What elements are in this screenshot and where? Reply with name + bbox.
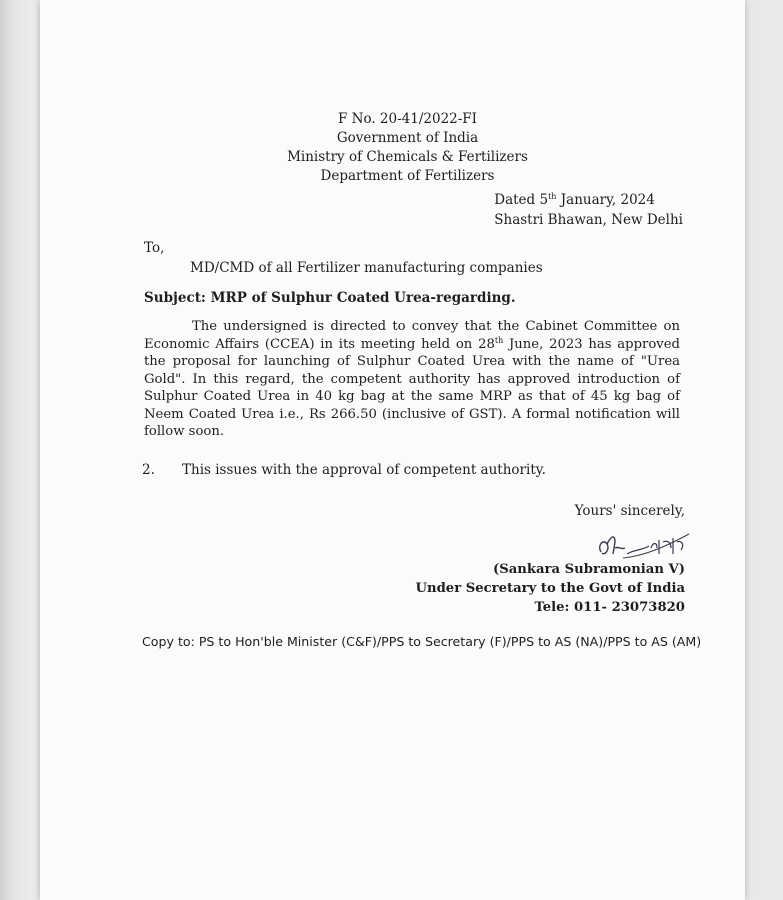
para2-number: 2. [142,462,155,478]
salutation-to: To, [144,240,165,256]
para2-text: This issues with the approval of competent authority. [182,462,546,478]
file-number: F No. 20-41/2022-FI [337,111,478,127]
letter-place: Shastri Bhawan, New Delhi [494,212,683,228]
date-prefix: Dated 5 [494,192,549,208]
date-place-block [494,187,683,230]
subject-line: Subject: MRP of Sulphur Coated Urea-regarding. [144,290,516,306]
addressee: MD/CMD of all Fertilizer manufacturing companies [190,260,543,276]
date-suffix-sup: th [548,192,557,201]
handwritten-signature [593,528,693,564]
para1-part-a: The undersigned is directed to convey that the Cabinet Committee on Economic Affairs (CCEA) in its meeting held on 28 [144,319,680,352]
body-paragraph-2 [142,462,546,478]
letter-header [40,110,745,186]
closing-line: Yours' sincerely, [574,503,685,519]
ministry-name: Ministry of Chemicals & Fertilizers [287,149,528,165]
signer-telephone: Tele: 011- 23073820 [534,600,685,615]
department-name: Department of Fertilizers [320,168,495,184]
signer-name: (Sankara Subramonian V) [492,562,685,577]
signer-block [416,560,686,617]
government-name: Government of India [336,130,479,146]
para1-sup: th [494,335,504,345]
para1-part-b: June, 2023 has approved the proposal for launching of Sulphur Coated Urea with the name of "Urea Gold". In this regard, the competent authority has approved introduction of Sulphur Coated Urea in 40 kg bag at the same MRP as that of 45 kg bag of Neem Coated Urea i.e., Rs 266.50 (inclusive of GST). A formal notification will follow soon. [144,336,680,439]
letter-sheet [40,0,745,900]
signer-designation: Under Secretary to the Govt of India [415,581,685,596]
date-rest: January, 2024 [556,192,655,208]
copy-to-list: Copy to: PS to Hon'ble Minister (C&F)/PPS to Secretary (F)/PPS to AS (NA)/PPS to AS (AM) [142,634,702,649]
body-paragraph-1 [144,318,680,441]
letter-date [494,187,683,210]
